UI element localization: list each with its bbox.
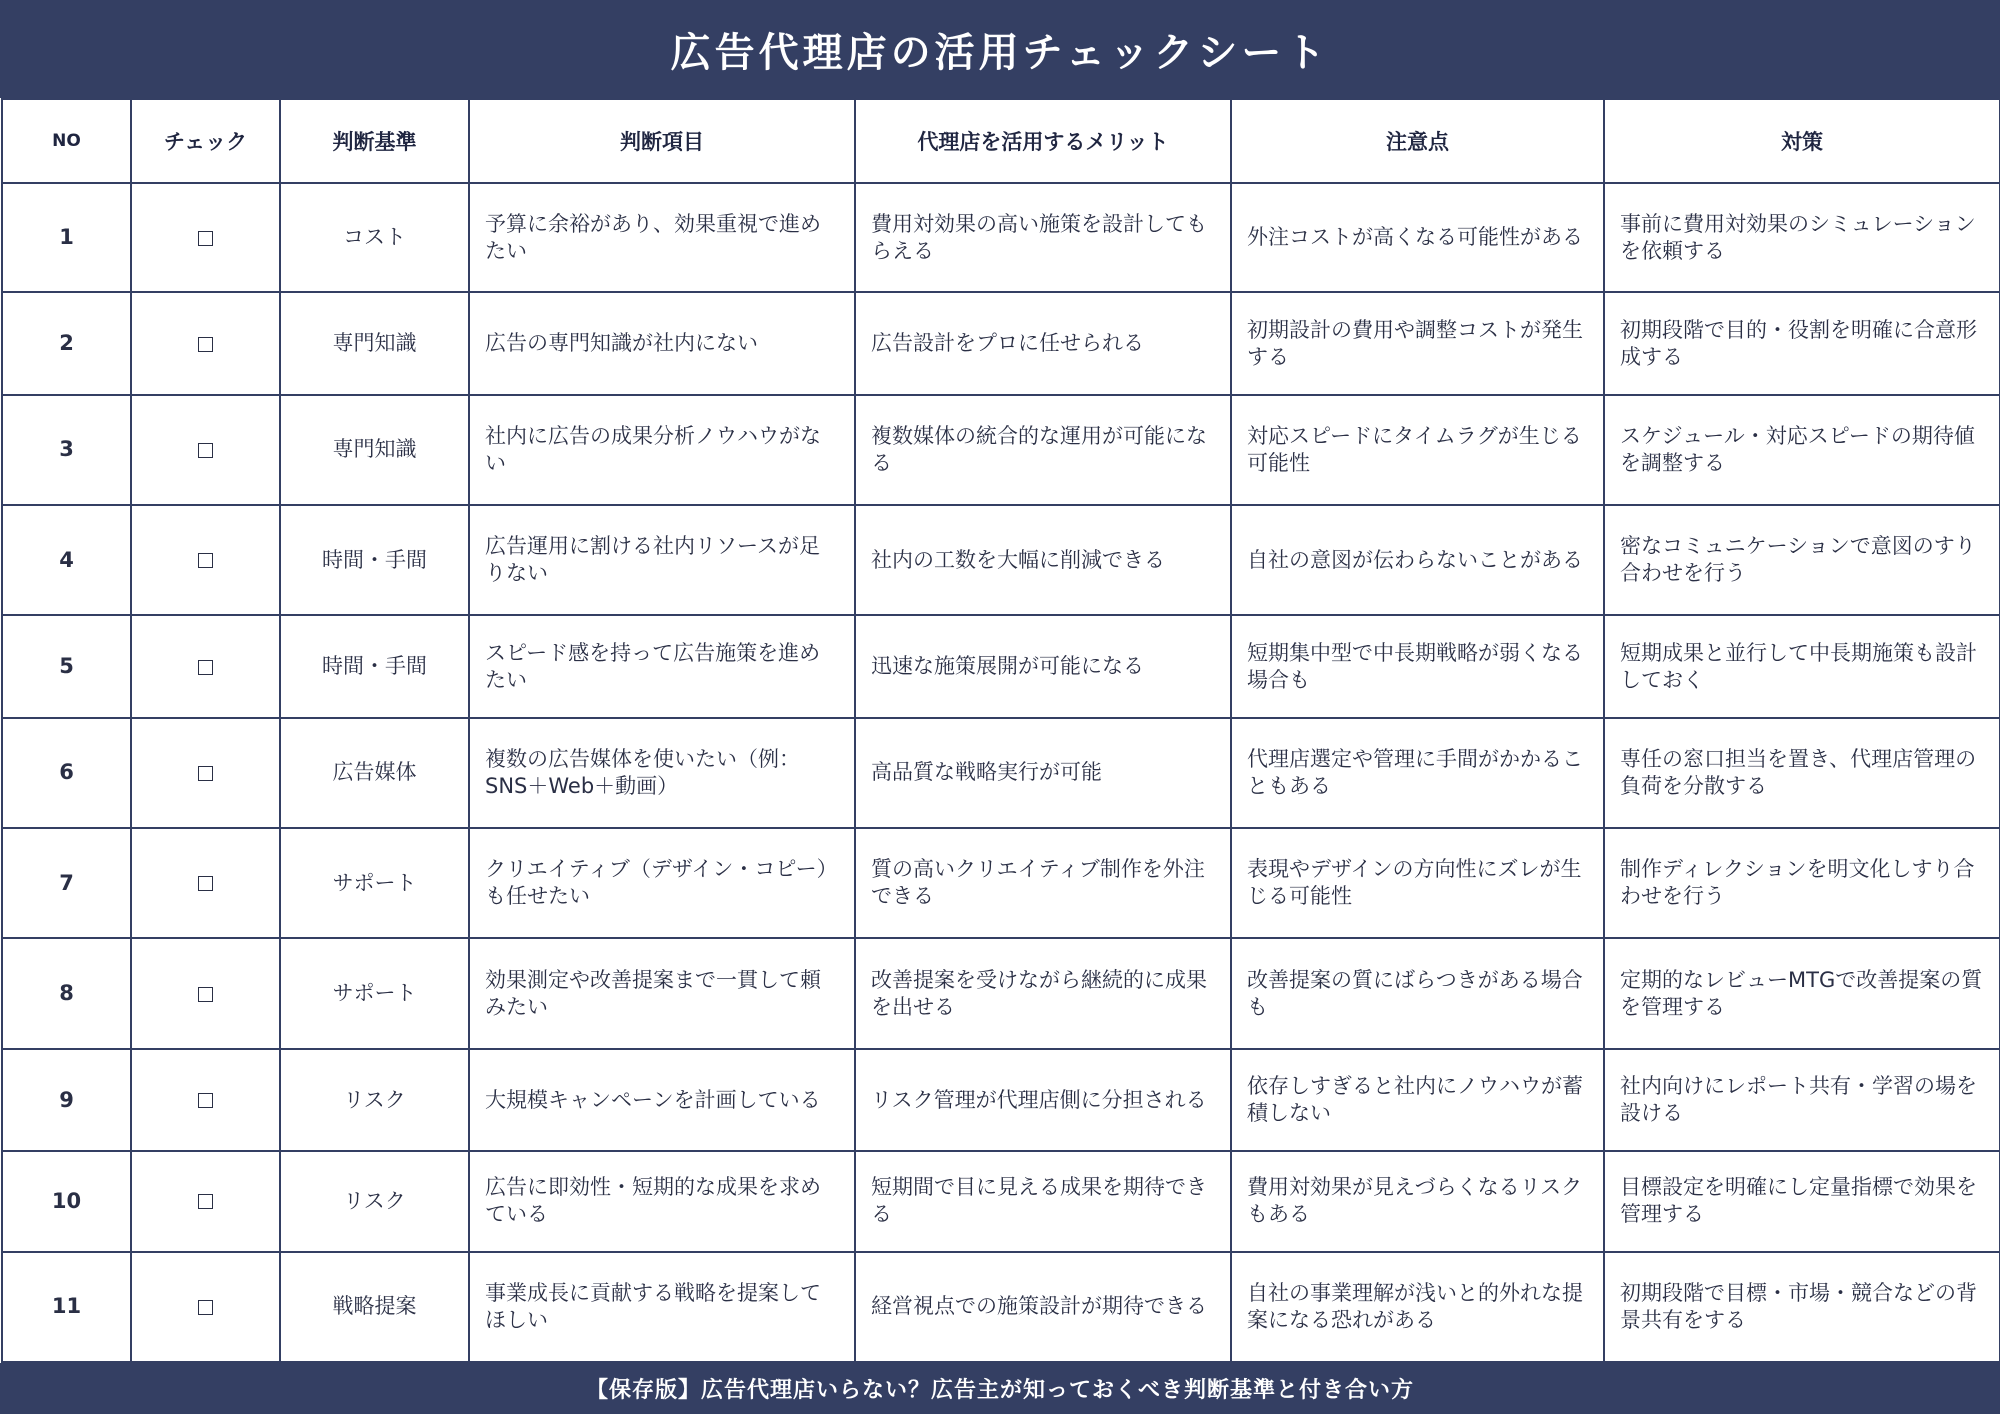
table-row — [2, 615, 2000, 717]
table-row — [2, 292, 2000, 394]
criterion-cell: コスト — [280, 183, 469, 292]
measure-cell: 短期成果と並行して中長期施策も設計しておく — [1604, 615, 2000, 717]
measure-cell: 初期段階で目標・市場・競合などの背景共有をする — [1604, 1252, 2000, 1362]
measure-cell: 専任の窓口担当を置き、代理店管理の負荷を分散する — [1604, 718, 2000, 828]
row-number: 7 — [2, 828, 131, 938]
merit-cell: 費用対効果の高い施策を設計してもらえる — [855, 183, 1231, 292]
merit-cell: 高品質な戦略実行が可能 — [855, 718, 1231, 828]
item-cell: 効果測定や改善提案まで一貫して頼みたい — [469, 938, 855, 1048]
checkbox-cell — [131, 292, 280, 394]
checkbox-cell — [131, 1252, 280, 1362]
footer-caption: 【保存版】広告代理店いらない？広告主が知っておくべき判断基準と付き合い方 — [585, 1378, 1414, 1403]
checkbox-cell — [131, 1151, 280, 1251]
footer-bar — [0, 1363, 2000, 1414]
item-cell: 広告運用に割ける社内リソースが足りない — [469, 505, 855, 615]
column-header-criterion: 判断基準 — [280, 99, 469, 183]
criterion-cell: サポート — [280, 938, 469, 1048]
criterion-cell: 戦略提案 — [280, 1252, 469, 1362]
checkbox-cell — [131, 183, 280, 292]
merit-cell: 広告設計をプロに任せられる — [855, 292, 1231, 394]
row-number: 3 — [2, 395, 131, 505]
merit-cell: 複数媒体の統合的な運用が可能になる — [855, 395, 1231, 505]
caution-cell: 費用対効果が見えづらくなるリスクもある — [1231, 1151, 1604, 1251]
checkbox-cell — [131, 505, 280, 615]
caution-cell: 改善提案の質にばらつきがある場合も — [1231, 938, 1604, 1048]
row-number: 8 — [2, 938, 131, 1048]
table-row — [2, 718, 2000, 828]
criterion-cell: リスク — [280, 1049, 469, 1151]
checkbox-cell — [131, 395, 280, 505]
item-cell: 大規模キャンペーンを計画している — [469, 1049, 855, 1151]
table-row — [2, 828, 2000, 938]
item-cell: 予算に余裕があり、効果重視で進めたい — [469, 183, 855, 292]
header-bar — [0, 0, 2000, 98]
caution-cell: 対応スピードにタイムラグが生じる可能性 — [1231, 395, 1604, 505]
measure-cell: 初期段階で目的・役割を明確に合意形成する — [1604, 292, 2000, 394]
criterion-cell: 広告媒体 — [280, 718, 469, 828]
checkbox[interactable] — [198, 231, 213, 246]
merit-cell: 短期間で目に見える成果を期待できる — [855, 1151, 1231, 1251]
caution-cell: 自社の意図が伝わらないことがある — [1231, 505, 1604, 615]
criterion-cell: 専門知識 — [280, 292, 469, 394]
criterion-cell: 時間・手間 — [280, 615, 469, 717]
caution-cell: 自社の事業理解が浅いと的外れな提案になる恐れがある — [1231, 1252, 1604, 1362]
checkbox[interactable] — [198, 553, 213, 568]
criterion-cell: 時間・手間 — [280, 505, 469, 615]
column-header-no: NO — [2, 99, 131, 183]
table-row — [2, 938, 2000, 1048]
row-number: 4 — [2, 505, 131, 615]
column-header-measure: 対策 — [1604, 99, 2000, 183]
caution-cell: 代理店選定や管理に手間がかかることもある — [1231, 718, 1604, 828]
checkbox[interactable] — [198, 766, 213, 781]
column-header-check: チェック — [131, 99, 280, 183]
column-header-merit: 代理店を活用するメリット — [855, 99, 1231, 183]
checkbox[interactable] — [198, 1300, 213, 1315]
item-cell: 事業成長に貢献する戦略を提案してほしい — [469, 1252, 855, 1362]
table-row — [2, 505, 2000, 615]
measure-cell: 制作ディレクションを明文化しすり合わせを行う — [1604, 828, 2000, 938]
row-number: 5 — [2, 615, 131, 717]
checkbox[interactable] — [198, 1093, 213, 1108]
caution-cell: 短期集中型で中長期戦略が弱くなる場合も — [1231, 615, 1604, 717]
column-header-item: 判断項目 — [469, 99, 855, 183]
checkbox[interactable] — [198, 337, 213, 352]
measure-cell: 社内向けにレポート共有・学習の場を設ける — [1604, 1049, 2000, 1151]
checkbox-cell — [131, 828, 280, 938]
caution-cell: 依存しすぎると社内にノウハウが蓄積しない — [1231, 1049, 1604, 1151]
checkbox[interactable] — [198, 660, 213, 675]
merit-cell: 改善提案を受けながら継続的に成果を出せる — [855, 938, 1231, 1048]
checklist-table — [1, 98, 2000, 1363]
item-cell: スピード感を持って広告施策を進めたい — [469, 615, 855, 717]
checkbox-cell — [131, 938, 280, 1048]
measure-cell: 定期的なレビューMTGで改善提案の質を管理する — [1604, 938, 2000, 1048]
item-cell: 社内に広告の成果分析ノウハウがない — [469, 395, 855, 505]
checkbox-cell — [131, 1049, 280, 1151]
row-number: 10 — [2, 1151, 131, 1251]
page-title: 広告代理店の活用チェックシート — [670, 29, 1330, 76]
item-cell: 広告の専門知識が社内にない — [469, 292, 855, 394]
measure-cell: スケジュール・対応スピードの期待値を調整する — [1604, 395, 2000, 505]
checkbox[interactable] — [198, 1194, 213, 1209]
column-header-caution: 注意点 — [1231, 99, 1604, 183]
merit-cell: 質の高いクリエイティブ制作を外注できる — [855, 828, 1231, 938]
table-row — [2, 1049, 2000, 1151]
checkbox[interactable] — [198, 987, 213, 1002]
item-cell: 広告に即効性・短期的な成果を求めている — [469, 1151, 855, 1251]
table-row — [2, 395, 2000, 505]
checkbox-cell — [131, 615, 280, 717]
caution-cell: 表現やデザインの方向性にズレが生じる可能性 — [1231, 828, 1604, 938]
measure-cell: 目標設定を明確にし定量指標で効果を管理する — [1604, 1151, 2000, 1251]
table-row — [2, 183, 2000, 292]
table-row — [2, 1252, 2000, 1362]
measure-cell: 密なコミュニケーションで意図のすり合わせを行う — [1604, 505, 2000, 615]
checkbox[interactable] — [198, 876, 213, 891]
measure-cell: 事前に費用対効果のシミュレーションを依頼する — [1604, 183, 2000, 292]
caution-cell: 初期設計の費用や調整コストが発生する — [1231, 292, 1604, 394]
row-number: 2 — [2, 292, 131, 394]
merit-cell: 経営視点での施策設計が期待できる — [855, 1252, 1231, 1362]
item-cell: クリエイティブ（デザイン・コピー）も任せたい — [469, 828, 855, 938]
checkbox-cell — [131, 718, 280, 828]
row-number: 1 — [2, 183, 131, 292]
table-header-row — [2, 99, 2000, 183]
caution-cell: 外注コストが高くなる可能性がある — [1231, 183, 1604, 292]
row-number: 6 — [2, 718, 131, 828]
item-cell: 複数の広告媒体を使いたい（例：SNS＋Web＋動画） — [469, 718, 855, 828]
checkbox[interactable] — [198, 443, 213, 458]
merit-cell: 社内の工数を大幅に削減できる — [855, 505, 1231, 615]
criterion-cell: リスク — [280, 1151, 469, 1251]
merit-cell: リスク管理が代理店側に分担される — [855, 1049, 1231, 1151]
row-number: 9 — [2, 1049, 131, 1151]
criterion-cell: 専門知識 — [280, 395, 469, 505]
merit-cell: 迅速な施策展開が可能になる — [855, 615, 1231, 717]
table-row — [2, 1151, 2000, 1251]
row-number: 11 — [2, 1252, 131, 1362]
criterion-cell: サポート — [280, 828, 469, 938]
